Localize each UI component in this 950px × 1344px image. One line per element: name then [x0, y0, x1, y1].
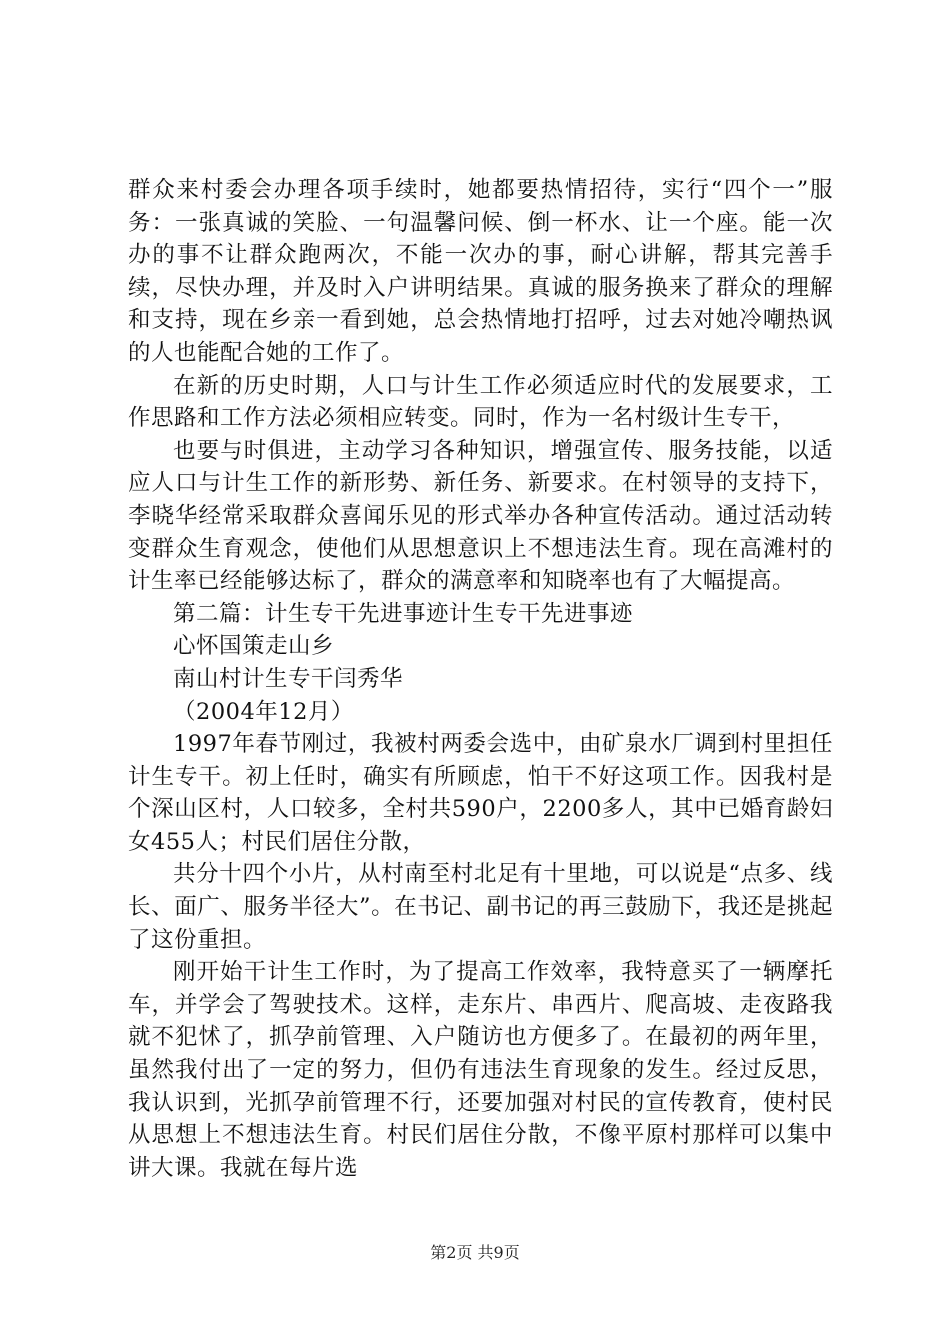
- article-date: （2004年12月）: [173, 698, 354, 725]
- page-footer: 第2页 共9页: [430, 1243, 520, 1262]
- paragraph-4: 1997年春节刚过，我被村两委会选中，由矿泉水厂调到村里担任计生专干。初上任时，确实有所顾虑，怕干不好这项工作。因我村是个深山区村，人口较多，全村共590户，2200多人，其中已婚育龄妇女455人；村民们居住分散，: [128, 731, 833, 855]
- article-author: 南山村计生专干闫秀华: [173, 665, 404, 692]
- document-body: [128, 174, 833, 1184]
- paragraph-3: 也要与时俱进，主动学习各种知识，增强宣传、服务技能，以适应人口与计生工作的新形势、新任务、新要求。在村领导的支持下，李晓华经常采取群众喜闻乐见的形式举办各种宣传活动。通过活动转变群众生育观念，使他们从思想意识上不想违法生育。现在高滩村的计生率已经能够达标了，群众的满意率和知晓率也有了大幅提高。: [128, 437, 833, 595]
- article-title: 心怀国策走山乡: [173, 633, 335, 660]
- paragraph-1: 群众来村委会办理各项手续时，她都要热情招待，实行“四个一”服务：一张真诚的笑脸、一句温馨问候、倒一杯水、让一个座。能一次办的事不让群众跑两次，不能一次办的事，耐心讲解，帮其完善手续，尽快办理，并及时入户讲明结果。真诚的服务换来了群众的理解和支持，现在乡亲一看到她，总会热情地打招呼，过去对她冷嘲热讽的人也能配合她的工作了。: [128, 177, 833, 366]
- paragraph-5: 共分十四个小片，从村南至村北足有十里地，可以说是“点多、线长、面广、服务半径大”。在书记、副书记的再三鼓励下，我还是挑起了这份重担。: [128, 861, 833, 953]
- section-heading: 第二篇：计生专干先进事迹计生专干先进事迹: [173, 600, 634, 627]
- paragraph-6: 刚开始干计生工作时，为了提高工作效率，我特意买了一辆摩托车，并学会了驾驶技术。这样，走东片、串西片、爬高坡、走夜路我就不犯怵了，抓孕前管理、入户随访也方便多了。在最初的两年里，虽然我付出了一定的努力，但仍有违法生育现象的发生。经过反思，我认识到，光抓孕前管理不行，还要加强对村民的宣传教育，使村民从思想上不想违法生育。村民们居住分散，不像平原村那样可以集中讲大课。我就在每片选: [128, 959, 833, 1181]
- paragraph-2: 在新的历史时期，人口与计生工作必须适应时代的发展要求，工作思路和工作方法必须相应转变。同时，作为一名村级计生专干，: [128, 372, 833, 432]
